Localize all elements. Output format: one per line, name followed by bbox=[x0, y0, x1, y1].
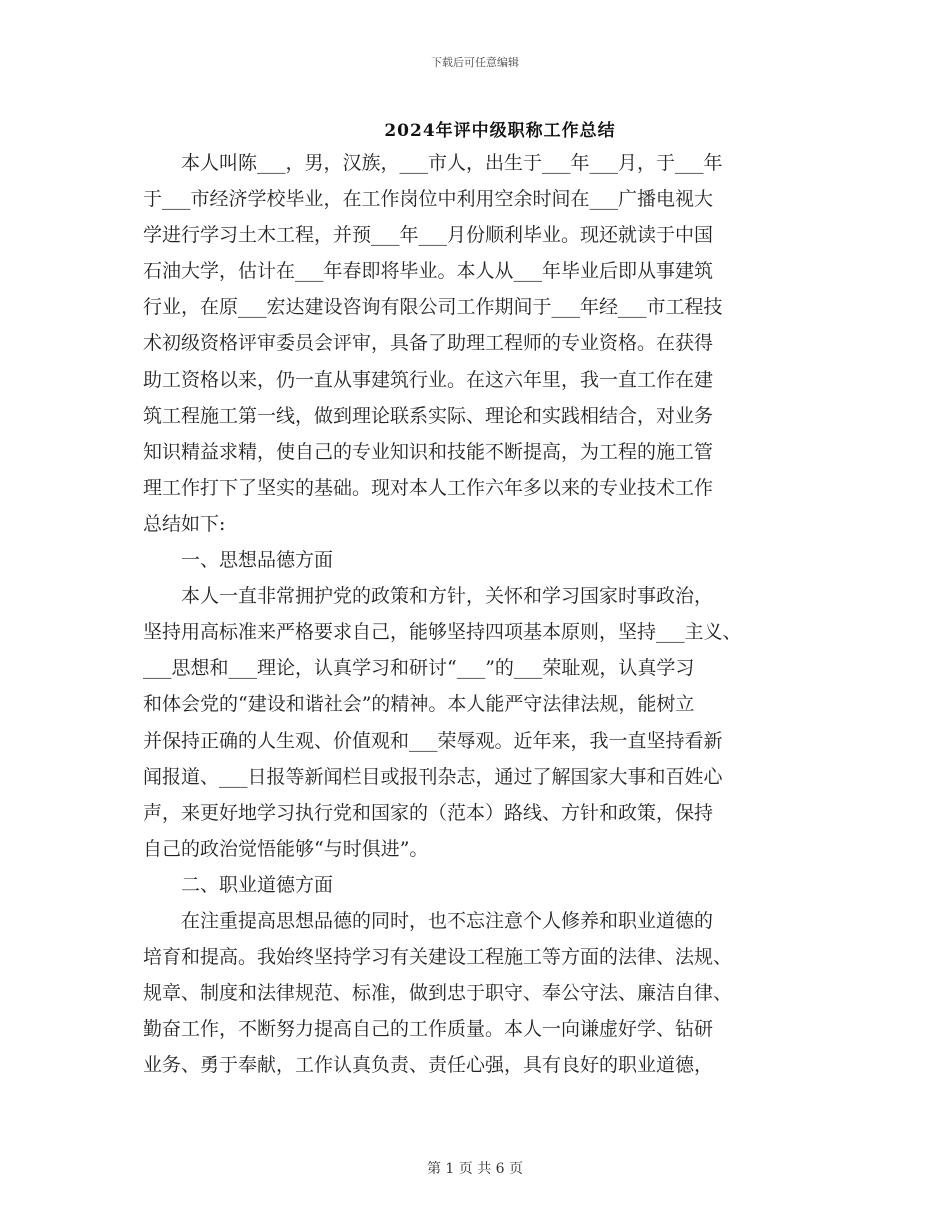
body-line: 筑工程施工第一线，做到理论联系实际、理论和实践相结合，对业务 bbox=[143, 404, 714, 427]
body-line: 石油大学，估计在___年春即将毕业。本人从___年毕业后即从事建筑 bbox=[143, 260, 714, 283]
page-header-note: 下载后可任意编辑 bbox=[431, 56, 519, 69]
body-line: 自己的政治觉悟能够“与时俱进”。 bbox=[143, 837, 429, 860]
body-line: 在注重提高思想品德的同时，也不忘注意个人修养和职业道德的 bbox=[143, 909, 714, 932]
body-line: 坚持用高标准来严格要求自己，能够坚持四项基本原则，坚持___主义、 bbox=[143, 621, 742, 644]
body-line: 总结如下: bbox=[143, 512, 226, 535]
document-title: 2024年评中级职称工作总结 bbox=[384, 121, 616, 141]
body-line: 于___市经济学校毕业，在工作岗位中利用空余时间在___广播电视大 bbox=[143, 188, 714, 211]
section-heading: 二、职业道德方面 bbox=[143, 873, 334, 896]
section-heading: 一、思想品德方面 bbox=[143, 549, 334, 572]
body-line: 助工资格以来，仍一直从事建筑行业。在这六年里，我一直工作在建 bbox=[143, 368, 714, 391]
body-line: 勤奋工作，不断努力提高自己的工作质量。本人一向谦虚好学、钻研 bbox=[143, 1018, 714, 1041]
body-line: 本人一直非常拥护党的政策和方针，关怀和学习国家时事政治， bbox=[143, 585, 714, 608]
body-line: 本人叫陈___，男，汉族，___市人，出生于___年___月，于___年 bbox=[143, 152, 723, 174]
body-line: 和体会党的“建设和谐社会”的精神。本人能严守法律法规，能树立 bbox=[143, 693, 695, 716]
body-line: 规章、制度和法律规范、标准，做到忠于职守、奉公守法、廉洁自律、 bbox=[143, 982, 733, 1005]
body-line: 并保持正确的人生观、价值观和___荣辱观。近年来，我一直坚持看新 bbox=[143, 729, 723, 752]
body-line: 知识精益求精，使自己的专业知识和技能不断提高，为工程的施工管 bbox=[143, 440, 714, 463]
body-line: ___思想和___理论，认真学习和研讨“___”的___荣耻观，认真学习 bbox=[143, 657, 695, 680]
body-line: 行业，在原___宏达建设咨询有限公司工作期间于___年经___市工程技 bbox=[143, 296, 723, 319]
body-line: 理工作打下了坚实的基础。现对本人工作六年多以来的专业技术工作 bbox=[143, 476, 714, 499]
body-line: 声，来更好地学习执行党和国家的（范本）路线、方针和政策，保持 bbox=[143, 801, 714, 824]
body-line: 闻报道、___日报等新闻栏目或报刊杂志，通过了解国家大事和百姓心 bbox=[143, 765, 723, 788]
body-line: 术初级资格评审委员会评审，具备了助理工程师的专业资格。在获得 bbox=[143, 332, 714, 355]
document-body bbox=[143, 145, 823, 1083]
body-line: 学进行学习土木工程，并预___年___月份顺利毕业。现还就读于中国 bbox=[143, 224, 714, 247]
body-line: 业务、勇于奉献，工作认真负责、责任心强，具有良好的职业道德， bbox=[143, 1054, 714, 1077]
body-line: 培育和提高。我始终坚持学习有关建设工程施工等方面的法律、法规、 bbox=[143, 946, 733, 969]
page-number-footer: 第 1 页 共 6 页 bbox=[426, 1161, 524, 1177]
